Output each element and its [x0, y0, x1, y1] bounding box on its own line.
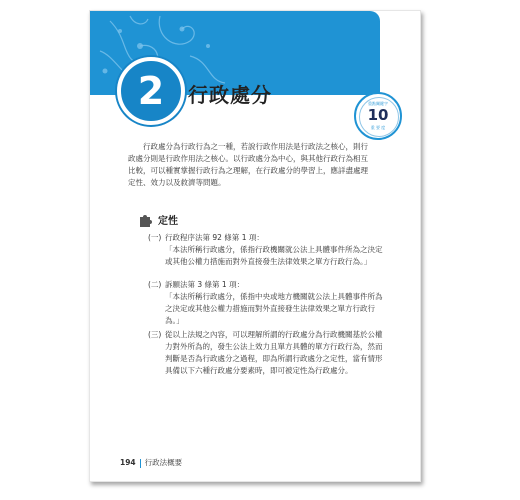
importance-badge	[354, 92, 402, 140]
section-title: 定性	[158, 216, 178, 227]
chapter-title: 行政處分	[188, 83, 272, 107]
item-heading: 訴願法第 3 條第 1 項：	[165, 280, 245, 289]
chapter-number: 2	[117, 57, 185, 125]
list-item	[148, 329, 388, 389]
page-number: 194	[120, 458, 136, 467]
item-heading: 行政程序法第 92 條第 1 項：	[165, 233, 264, 242]
item-number: (三)	[148, 330, 162, 339]
item-quote: 「本法所稱行政處分，係指中央或地方機關就公法上具體事件所為之決定或其他公權力措施而對外直接發生法律效果之單方行政行為。」	[165, 292, 383, 325]
page-footer	[120, 457, 182, 468]
book-title: 行政法概要	[144, 458, 183, 467]
item-number: (一)	[148, 233, 162, 242]
list-item	[148, 232, 388, 282]
book-page	[89, 10, 421, 482]
puzzle-icon	[138, 213, 154, 227]
footer-separator	[140, 459, 141, 468]
badge-number: 10	[367, 106, 389, 124]
badge-bottom-text: 重 要 度	[370, 125, 386, 130]
item-body: 從以上法規之內容，可以理解所謂的行政處分為行政機關基於公權力對外所為的，發生公法上效力且單方具體的單方行政行為，然而判斷是否為行政處分之過程，即為所謂行政處分之定性，當有情形具備以下六種行政處分要素時，即可被定性為行政處分。	[165, 330, 383, 375]
list-item	[148, 279, 388, 329]
item-number: (二)	[148, 280, 162, 289]
badge-top-text: 重點關鍵字	[368, 101, 388, 106]
intro-paragraph: 行政處分為行政行為之一種，若說行政作用法是行政法之核心，則行政處分則是行政作用法之核心。以行政處分為中心，與其他行政行為相互比較，可以種實掌握行政行為之理解，在行政處分的學習上，應詳盡處理定性、效力以及救濟等問題。	[128, 142, 368, 187]
item-quote: 「本法所稱行政處分，係指行政機關就公法上具體事件所為之決定或其他公權力措施而對外直接發生法律效果之單方行政行為。」	[165, 245, 383, 266]
